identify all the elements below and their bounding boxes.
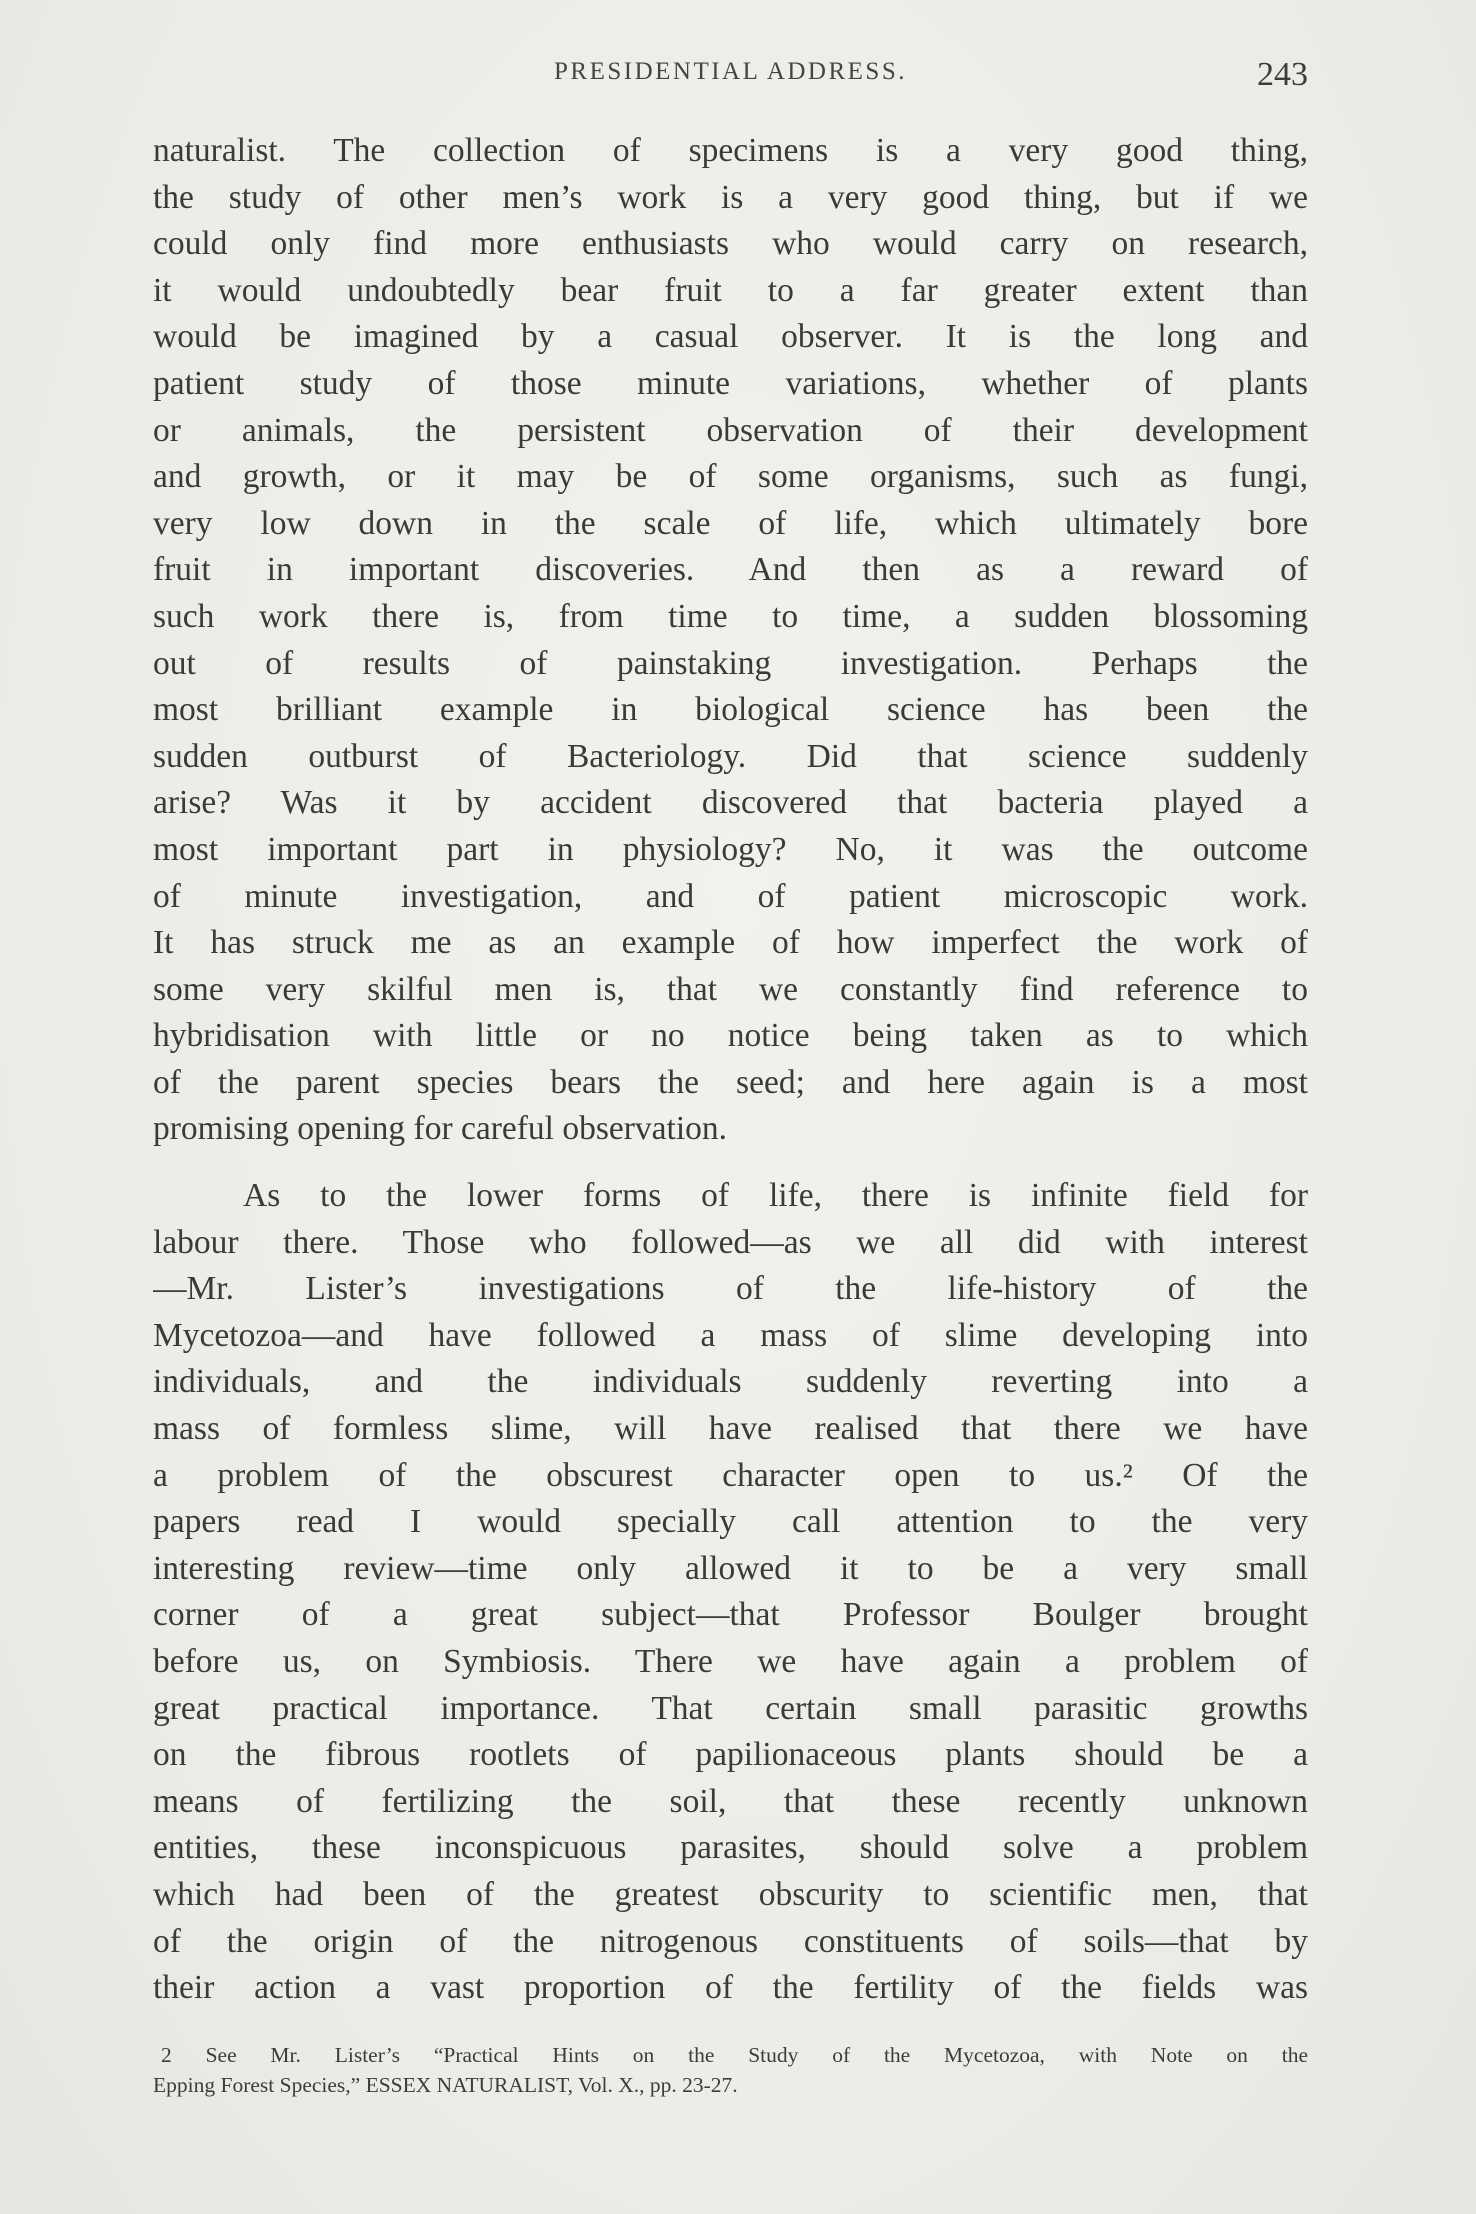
text-line: naturalist. The collection of specimens is a very good thing, (153, 132, 1308, 169)
text-line: hybridisation with little or no notice being taken as to which (153, 1017, 1308, 1055)
text-line: individuals, and the individuals suddenly reverting into a (153, 1363, 1308, 1401)
text-line: which had been of the greatest obscurity to scientific men, that (153, 1875, 1308, 1913)
text-line: interesting review—time only allowed it to be a very small (153, 1549, 1308, 1587)
text-line: entities, these inconspicuous parasites, should solve a problem (153, 1829, 1308, 1867)
text-line: would be imagined by a casual observer. It is the long and (153, 318, 1308, 356)
text-line: such work there is, from time to time, a sudden blossoming (153, 597, 1308, 635)
text-line: As to the lower forms of life, there is infinite field for (243, 1177, 1308, 1215)
text-line: most important part in physiology? No, it was the outcome (153, 830, 1308, 868)
text-line: most brilliant example in biological science has been the (153, 691, 1308, 729)
text-line: Mycetozoa—and have followed a mass of slime developing into (153, 1316, 1308, 1354)
text-line: mass of formless slime, will have realised that there we have (153, 1410, 1308, 1448)
text-line: patient study of those minute variations, whether of plants (153, 364, 1308, 402)
footnote (153, 2040, 1308, 2100)
paragraph-gap (153, 1153, 1308, 1173)
text-line: and growth, or it may be of some organisms, such as fungi, (153, 458, 1308, 496)
text-line: papers read I would specially call attention to the very (153, 1503, 1308, 1541)
text-line: their action a vast proportion of the fertility of the fields was (153, 1969, 1308, 2007)
paragraph-2 (153, 1173, 1308, 2012)
text-line: some very skilful men is, that we constantly find reference to (153, 970, 1308, 1008)
text-line: on the fibrous rootlets of papilionaceous plants should be a (153, 1736, 1308, 1774)
text-line: a problem of the obscurest character open to us.² Of the (153, 1456, 1308, 1494)
running-title: PRESIDENTIAL ADDRESS. (554, 58, 907, 85)
text-line: means of fertilizing the soil, that these recently unknown (153, 1782, 1308, 1820)
body-text (153, 128, 1308, 2012)
paragraph-1 (153, 128, 1308, 1153)
text-line: labour there. Those who followed—as we all did with interest (153, 1223, 1308, 1261)
text-line: promising opening for careful observation. (153, 1110, 727, 1148)
text-line: great practical importance. That certain small parasitic growths (153, 1689, 1308, 1727)
text-line: before us, on Symbiosis. There we have again a problem of (153, 1643, 1308, 1680)
text-line: it would undoubtedly bear fruit to a far greater extent than (153, 271, 1308, 309)
text-line: of the parent species bears the seed; and here again is a most (153, 1063, 1308, 1101)
text-line: —Mr. Lister’s investigations of the life-history of the (153, 1270, 1308, 1308)
page-number: 243 (1257, 56, 1308, 93)
footnote-line: Epping Forest Species,” ESSEX NATURALIST, Vol. X., pp. 23-27. (153, 2073, 738, 2097)
text-line: very low down in the scale of life, which ultimately bore (153, 504, 1308, 542)
footnote-line: 2 See Mr. Lister’s “Practical Hints on the Study of the Mycetozoa, with Note on the (161, 2043, 1308, 2067)
page-header (153, 58, 1308, 98)
text-line: It has struck me as an example of how imperfect the work of (153, 924, 1308, 962)
text-line: the study of other men’s work is a very good thing, but if we (153, 178, 1308, 216)
text-line: arise? Was it by accident discovered that bacteria played a (153, 784, 1308, 822)
text-line: sudden outburst of Bacteriology. Did that science suddenly (153, 737, 1308, 775)
text-line: could only find more enthusiasts who would carry on research, (153, 225, 1308, 263)
text-line: out of results of painstaking investigation. Perhaps the (153, 644, 1308, 682)
text-line: fruit in important discoveries. And then as a reward of (153, 551, 1308, 589)
text-line: of the origin of the nitrogenous constituents of soils—that by (153, 1922, 1308, 1960)
text-line: of minute investigation, and of patient microscopic work. (153, 877, 1308, 915)
text-line: or animals, the persistent observation of their development (153, 411, 1308, 449)
text-line: corner of a great subject—that Professor Boulger brought (153, 1596, 1308, 1634)
